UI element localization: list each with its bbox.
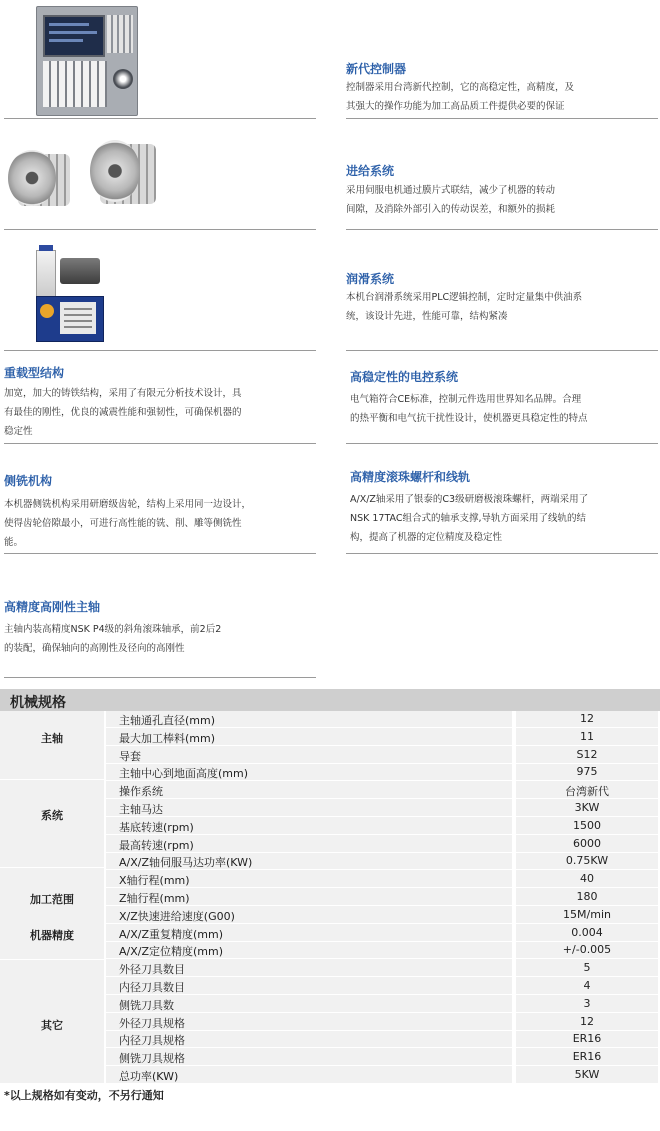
divider xyxy=(4,118,316,119)
feature-desc xyxy=(346,78,574,116)
spec-group-label: 主轴 xyxy=(41,732,63,745)
spec-table-header xyxy=(0,689,660,711)
table-row xyxy=(0,747,660,764)
desc-line: A/X/Z轴采用了银泰的C3级研磨极滚珠螺杆，两端采用了 xyxy=(350,494,589,505)
lubrication-pump-image xyxy=(36,250,102,340)
feature-title: 新代控制器 xyxy=(346,62,407,76)
desc-line: 其强大的操作功能为加工高品质工件提供必要的保证 xyxy=(346,101,565,112)
spec-value: 11 xyxy=(580,729,594,743)
spec-group-label: 加工范围 xyxy=(30,893,74,906)
spec-value: 3KW xyxy=(574,801,600,814)
table-row xyxy=(0,889,660,906)
spec-value: 12 xyxy=(580,1014,594,1028)
spec-value: 4 xyxy=(583,979,591,992)
spec-value: 975 xyxy=(576,765,598,779)
feature-desc xyxy=(4,495,251,552)
spec-name: 最高转速(rpm) xyxy=(119,838,194,852)
feature-title: 高稳定性的电控系统 xyxy=(350,370,459,384)
diaphragm-coupling-image xyxy=(8,132,168,222)
desc-line: 本机器侧铣机构采用研磨级齿轮，结构上采用同一边设计， xyxy=(4,499,252,510)
spec-group-label: 机器精度 xyxy=(30,929,74,942)
cnc-controller-image xyxy=(36,6,138,116)
desc-line: 间隙，及消除外部引入的传动误差，和额外的损耗 xyxy=(346,204,556,215)
feature-title: 重载型结构 xyxy=(4,366,65,380)
desc-line: 采用伺服电机通过膜片式联结，减少了机器的转动 xyxy=(346,185,556,196)
spec-value: +/-0.005 xyxy=(562,943,612,957)
table-row xyxy=(0,782,660,799)
spec-name: 外径刀具数目 xyxy=(119,963,185,977)
divider xyxy=(4,350,316,351)
spec-name: 侧铣刀具规格 xyxy=(119,1052,185,1066)
spec-value: 5 xyxy=(583,961,591,975)
feature-desc xyxy=(350,390,588,428)
spec-name: A/X/Z定位精度(mm) xyxy=(119,945,224,959)
spec-name: 内径刀具数目 xyxy=(119,981,185,994)
feature-desc xyxy=(4,620,221,658)
spec-name: 最大加工棒料(mm) xyxy=(119,731,216,745)
table-row xyxy=(0,836,660,853)
feature-desc xyxy=(350,490,588,547)
desc-line: NSK 17TAC组合式的轴承支撑,导轨方面采用了线轨的结 xyxy=(350,513,587,524)
table-row xyxy=(0,960,660,977)
desc-line: 本机台润滑系统采用PLC逻辑控制，定时定量集中供油系 xyxy=(346,292,583,303)
desc-line: 的装配，确保轴向的高刚性及径向的高刚性 xyxy=(4,643,185,654)
feature-title: 高精度高刚性主轴 xyxy=(4,600,101,614)
desc-line: 构，提高了机器的定位精度及稳定性 xyxy=(350,532,503,543)
divider xyxy=(4,677,316,678)
desc-line: 主轴内装高精度NSK P4级的斜角滚珠轴承，前2后2 xyxy=(4,624,222,635)
feature-title: 进给系统 xyxy=(346,164,395,178)
spec-value: 1500 xyxy=(573,818,601,832)
table-row xyxy=(0,1049,660,1066)
spec-value: 6000 xyxy=(573,836,601,850)
spec-value: 3 xyxy=(583,996,591,1010)
spec-name: 基底转速(rpm) xyxy=(119,820,194,834)
spec-value: 0.75KW xyxy=(565,854,609,868)
spec-value: S12 xyxy=(576,747,598,761)
desc-line: 能。 xyxy=(4,537,24,548)
table-row xyxy=(0,729,660,746)
spec-name: 主轴中心到地面高度(mm) xyxy=(119,767,249,781)
spec-value: 12 xyxy=(580,712,594,725)
divider xyxy=(346,553,658,554)
spec-value: 台湾新代 xyxy=(565,785,609,799)
table-row xyxy=(0,1067,660,1084)
feature-title: 侧铣机构 xyxy=(4,474,53,488)
spec-name: 主轴马达 xyxy=(119,803,163,816)
feature-title: 润滑系统 xyxy=(346,272,395,286)
spec-name: 操作系统 xyxy=(119,785,163,799)
table-row xyxy=(0,925,660,942)
spec-value: ER16 xyxy=(572,1032,602,1046)
divider xyxy=(346,118,658,119)
desc-line: 控制器采用台湾新代控制，它的高稳定性，高精度，及 xyxy=(346,82,575,93)
spec-name: X轴行程(mm) xyxy=(119,874,190,888)
divider xyxy=(4,229,316,230)
divider xyxy=(346,350,658,351)
table-row xyxy=(0,764,660,781)
table-row xyxy=(0,1014,660,1031)
table-row xyxy=(0,871,660,888)
spec-value: 5KW xyxy=(574,1068,600,1081)
spec-heading: 机械规格 xyxy=(10,695,66,711)
spec-name: 总功率(KW) xyxy=(119,1070,179,1083)
feature-desc xyxy=(4,384,242,441)
desc-line: 加宽，加大的铸铁结构，采用了有限元分析技术设计，具 xyxy=(4,388,242,399)
table-row xyxy=(0,996,660,1013)
spec-group-label: 系统 xyxy=(41,809,63,822)
spec-value: 15M/min xyxy=(563,907,611,921)
spec-name: A/X/Z轴伺服马达功率(KW) xyxy=(119,856,253,870)
table-row xyxy=(0,942,660,959)
feature-title: 高精度滚珠螺杆和线轨 xyxy=(350,470,471,484)
spec-name: Z轴行程(mm) xyxy=(119,892,190,905)
spec-value: 180 xyxy=(576,890,598,903)
divider xyxy=(346,229,658,230)
divider xyxy=(346,443,658,444)
spec-name: 内径刀具规格 xyxy=(119,1034,185,1048)
desc-line: 的热平衡和电气抗干扰性设计，使机器更具稳定性的特点 xyxy=(350,413,588,424)
table-row xyxy=(0,800,660,817)
spec-group-label: 其它 xyxy=(41,1019,63,1032)
spec-name: 侧铣刀具数 xyxy=(119,998,174,1012)
feature-desc xyxy=(346,288,582,326)
spec-name: 外径刀具规格 xyxy=(119,1016,185,1030)
desc-line: 有最佳的刚性，优良的减震性能和强韧性，可确保机器的 xyxy=(4,407,242,418)
table-row xyxy=(0,907,660,924)
desc-line: 稳定性 xyxy=(4,426,33,437)
spec-name: X/Z快速进给速度(G00) xyxy=(119,909,235,923)
spec-name: 导套 xyxy=(119,749,141,763)
table-row xyxy=(0,853,660,870)
spec-name: A/X/Z重复精度(mm) xyxy=(119,927,224,941)
divider xyxy=(4,443,316,444)
spec-value: 0.004 xyxy=(571,925,603,939)
desc-line: 统，该设计先进，性能可靠，结构紧凑 xyxy=(346,311,508,322)
table-row xyxy=(0,818,660,835)
spec-footnote: *以上规格如有变动，不另行通知 xyxy=(4,1089,164,1102)
desc-line: 使得齿轮倍隙最小，可进行高性能的铣、削、雕等侧铣性 xyxy=(4,518,242,529)
spec-name: 主轴通孔直径(mm) xyxy=(119,714,216,727)
spec-value: ER16 xyxy=(572,1050,602,1064)
table-row xyxy=(0,1031,660,1048)
table-row xyxy=(0,711,660,728)
table-row xyxy=(0,978,660,995)
spec-value: 40 xyxy=(580,872,594,886)
feature-desc xyxy=(346,181,555,219)
divider xyxy=(4,553,316,554)
desc-line: 电气箱符合CE标准，控制元件选用世界知名品牌。合理 xyxy=(350,394,582,405)
